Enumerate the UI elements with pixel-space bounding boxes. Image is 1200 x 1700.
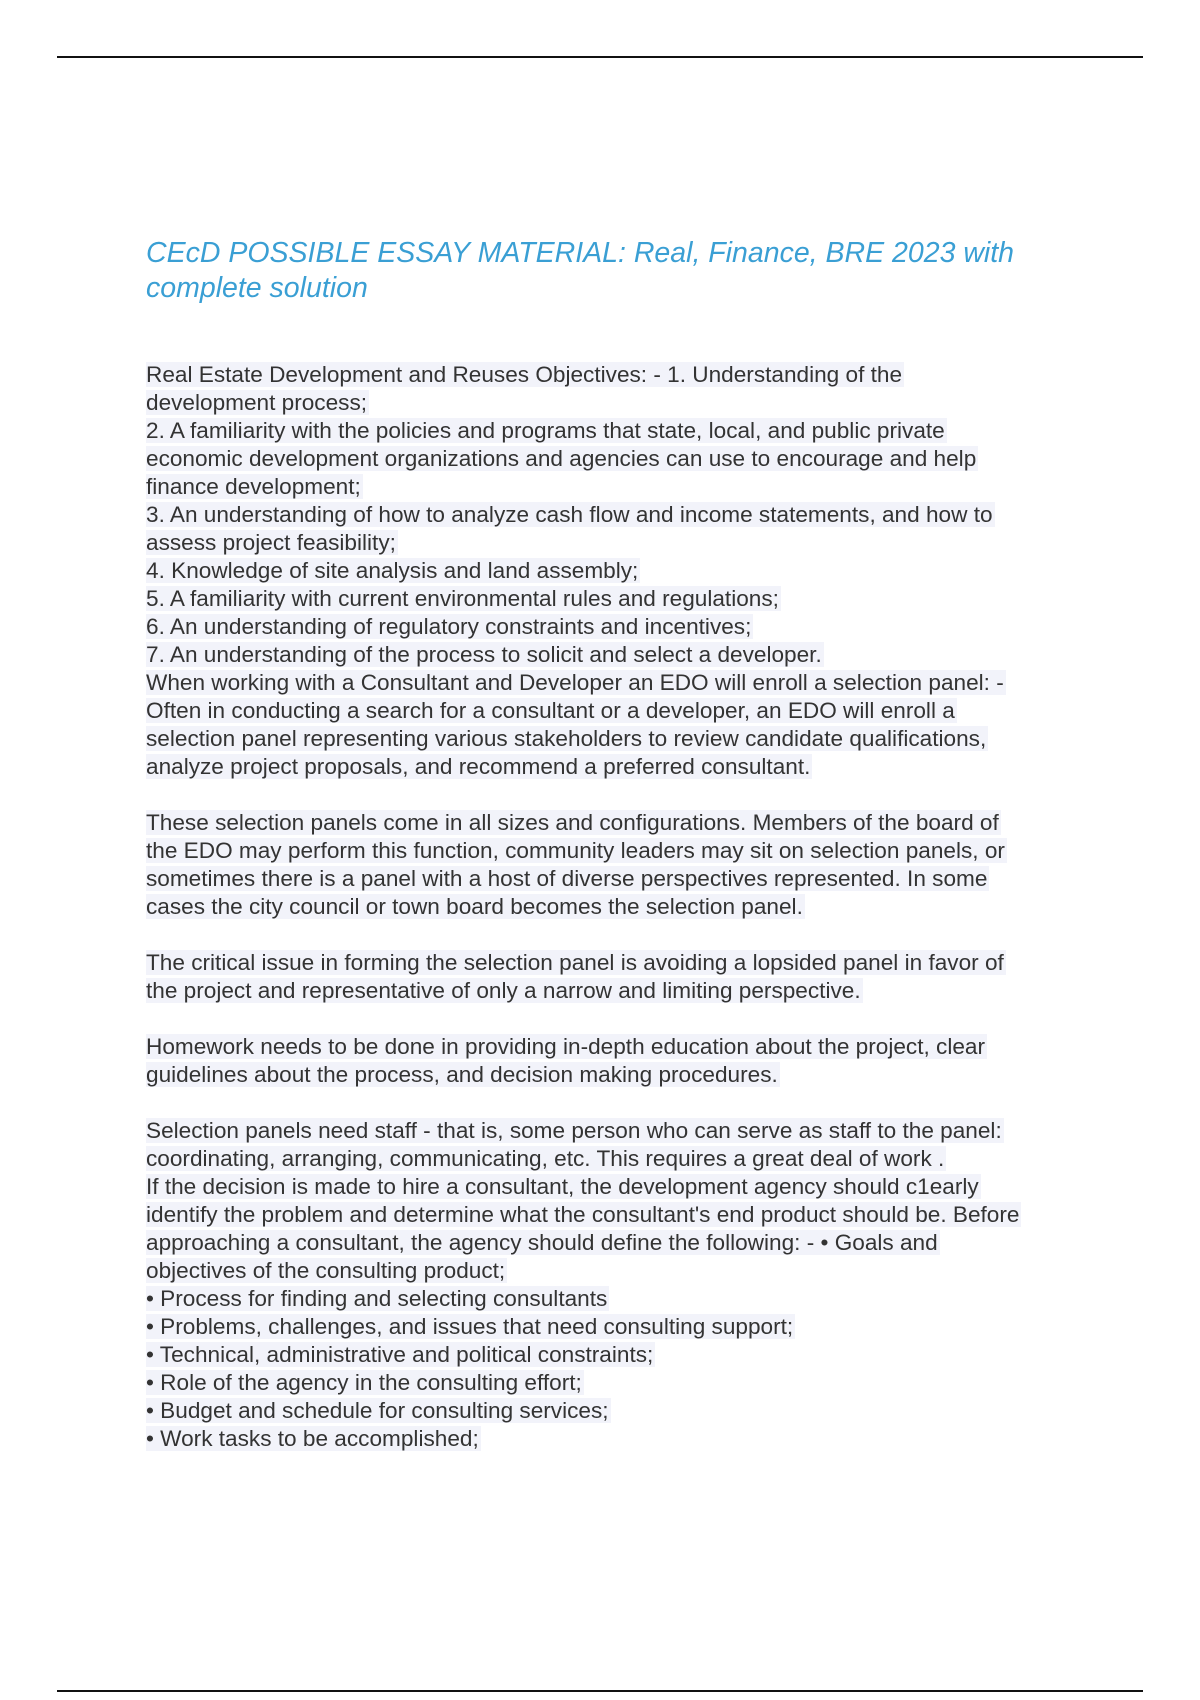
body-line: objectives of the consulting product; [146, 1258, 506, 1283]
body-line: The critical issue in forming the selection panel is avoiding a lopsided panel in favor of [146, 950, 1004, 975]
body-line: 7. An understanding of the process to solicit and select a developer. [146, 642, 822, 667]
body-line: If the decision is made to hire a consultant, the development agency should c1early [146, 1174, 979, 1199]
document-title [146, 236, 1086, 306]
body-line: Homework needs to be done in providing in-depth education about the project, clear [146, 1034, 986, 1059]
body-line: selection panel representing various stakeholders to review candidate qualifications, [146, 726, 987, 751]
top-divider [57, 56, 1143, 58]
body-line: 2. A familiarity with the policies and programs that state, local, and public private [146, 418, 945, 443]
body-line: coordinating, arranging, communicating, etc. This requires a great deal of work . [146, 1146, 945, 1171]
body-line: 5. A familiarity with current environmental rules and regulations; [146, 586, 779, 611]
bullet-item: • Role of the agency in the consulting effort; [146, 1370, 582, 1395]
body-line: Real Estate Development and Reuses Objectives: - 1. Understanding of the [146, 362, 903, 387]
paragraph-gap [146, 1089, 1106, 1117]
paragraph-gap [146, 921, 1106, 949]
bottom-divider [57, 1690, 1143, 1692]
body-line: Selection panels need staff - that is, some person who can serve as staff to the panel: [146, 1118, 1002, 1143]
paragraph-gap [146, 781, 1106, 809]
body-line: identify the problem and determine what the consultant's end product should be. Before [146, 1202, 1020, 1227]
bullet-item: • Problems, challenges, and issues that need consulting support; [146, 1314, 794, 1339]
body-line: the EDO may perform this function, community leaders may sit on selection panels, or [146, 838, 1005, 863]
body-line: 3. An understanding of how to analyze cash flow and income statements, and how to [146, 502, 993, 527]
bullet-item: • Technical, administrative and political constraints; [146, 1342, 654, 1367]
body-line: finance development; [146, 474, 361, 499]
body-line: sometimes there is a panel with a host of diverse perspectives represented. In some [146, 866, 988, 891]
body-line: approaching a consultant, the agency should define the following: - • Goals and [146, 1230, 938, 1255]
title-line: complete solution [146, 272, 368, 304]
body-line: Often in conducting a search for a consultant or a developer, an EDO will enroll a [146, 698, 955, 723]
document-body [146, 361, 1106, 1453]
body-line: analyze project proposals, and recommend a preferred consultant. [146, 754, 811, 779]
body-line: guidelines about the process, and decision making procedures. [146, 1062, 778, 1087]
bullet-item: • Budget and schedule for consulting services; [146, 1398, 609, 1423]
title-line: CEcD POSSIBLE ESSAY MATERIAL: Real, Finance, BRE 2023 with [146, 237, 1015, 269]
body-line: development process; [146, 390, 368, 415]
paragraph-gap [146, 1005, 1106, 1033]
bullet-item: • Process for finding and selecting consultants [146, 1286, 608, 1311]
bullet-item: • Work tasks to be accomplished; [146, 1426, 479, 1451]
body-line: the project and representative of only a narrow and limiting perspective. [146, 978, 861, 1003]
body-line: These selection panels come in all sizes and configurations. Members of the board of [146, 810, 999, 835]
body-line: assess project feasibility; [146, 530, 396, 555]
body-line: cases the city council or town board becomes the selection panel. [146, 894, 803, 919]
body-line: economic development organizations and agencies can use to encourage and help [146, 446, 977, 471]
body-line: When working with a Consultant and Developer an EDO will enroll a selection panel: - [146, 670, 1004, 695]
body-line: 6. An understanding of regulatory constraints and incentives; [146, 614, 752, 639]
body-line: 4. Knowledge of site analysis and land assembly; [146, 558, 639, 583]
